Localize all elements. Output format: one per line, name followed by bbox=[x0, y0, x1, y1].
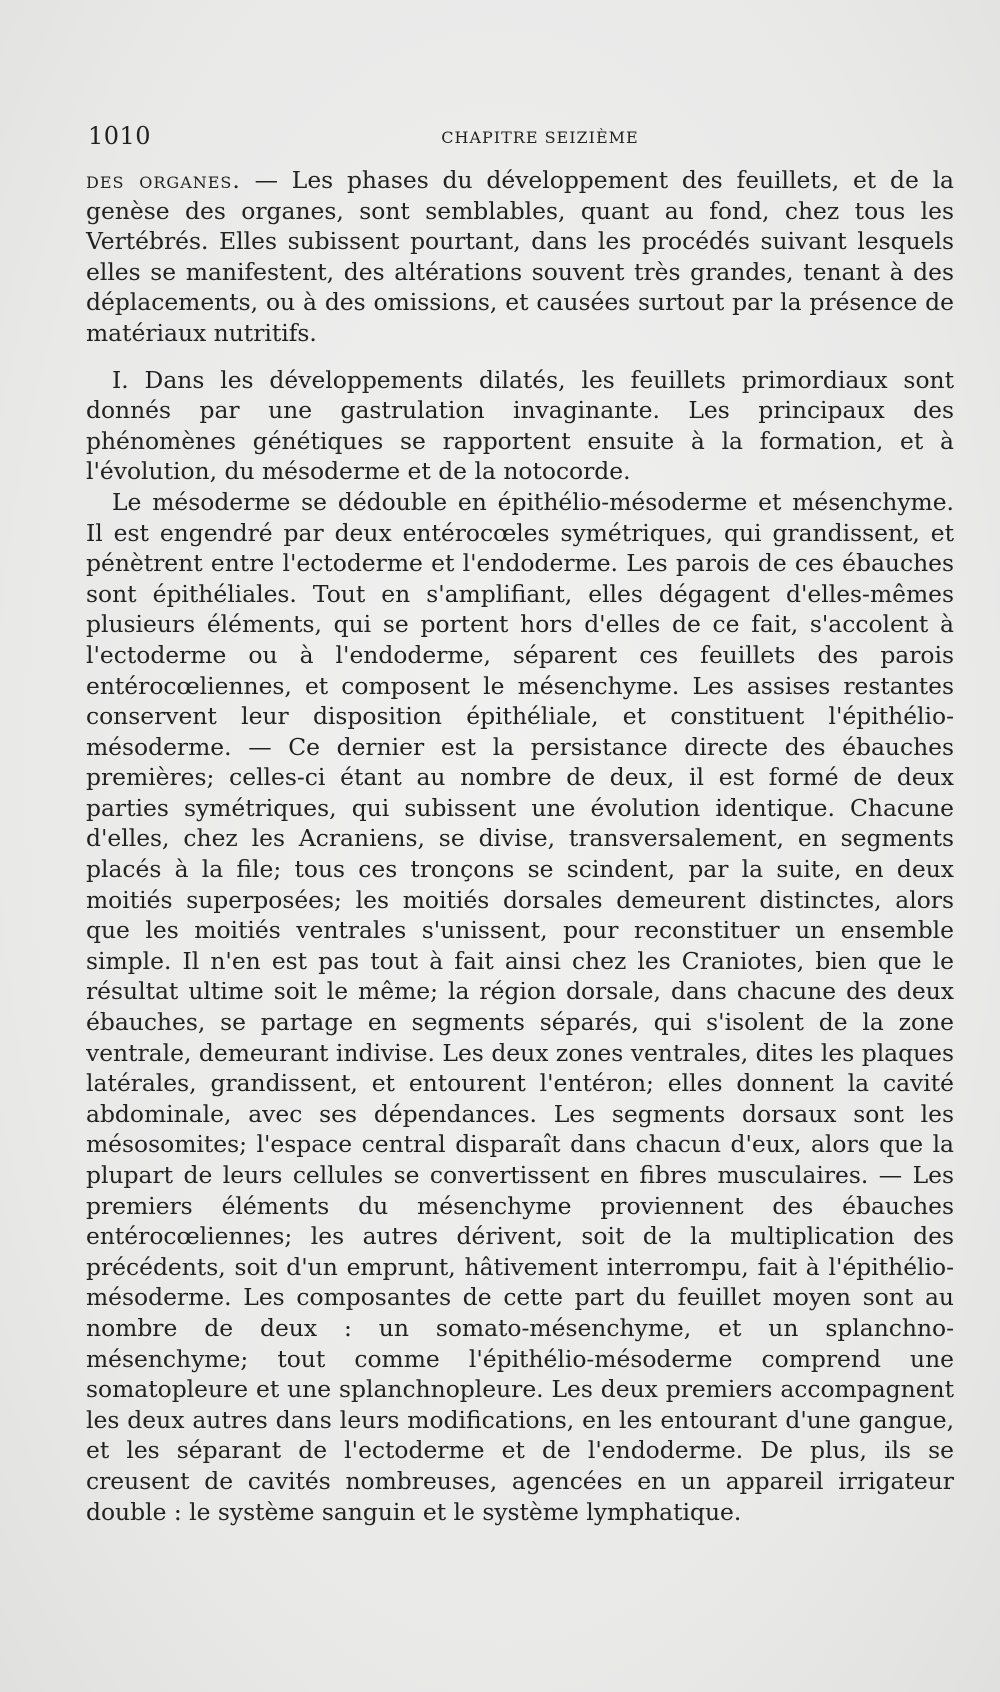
body-text bbox=[86, 165, 954, 1527]
page-header bbox=[88, 122, 952, 154]
paragraph-continued bbox=[86, 165, 954, 349]
paragraph-1-text: — Les phases du développement des feuillets, et de la genèse des organes, sont semblables, quant au fond, chez tous les Vertébrés. Elles subissent pourtant, dans les procédés suivant lesquels elles se manifestent, des altérations souvent très grandes, tenant à des déplacements, ou à des omissions, et causées surtout par la présence de matériaux nutritifs. bbox=[86, 166, 954, 347]
section-lead: des organes. bbox=[86, 166, 241, 194]
page-number: 1010 bbox=[88, 122, 152, 150]
paragraph-3: Le mésoderme se dédouble en épithélio-mésoderme et mésenchyme. Il est engendré par deux entérocœles symétriques, qui grandissent, et pénètrent entre l'ectoderme et l'endoderme. Les parois de ces ébauches sont épithéliales. Tout en s'amplifiant, elles dégagent d'elles-mêmes plusieurs éléments, qui se portent hors d'elles de ce fait, s'accolent à l'ectoderme ou à l'endoderme, séparent ces feuillets des parois entérocœliennes, et composent le mésenchyme. Les assises restantes conservent leur disposition épithéliale, et constituent l'épithélio-mésoderme. — Ce dernier est la persistance directe des ébauches premières; celles-ci étant au nombre de deux, il est formé de deux parties symétriques, qui subissent une évolution identique. Chacune d'elles, chez les Acraniens, se divise, transversalement, en segments placés à la file; tous ces tronçons se scindent, par la suite, en deux moitiés superposées; les moitiés dorsales demeurent distinctes, alors que les moitiés ventrales s'unissent, pour reconstituer un ensemble simple. Il n'en est pas tout à fait ainsi chez les Craniotes, bien que le résultat ultime soit le même; la région dorsale, dans chacune des deux ébauches, se partage en segments séparés, qui s'isolent de la zone ventrale, demeurant indivise. Les deux zones ventrales, dites les plaques latérales, grandissent, et entourent l'entéron; elles donnent la cavité abdominale, avec ses dépendances. Les segments dorsaux sont les mésosomites; l'espace central disparaît dans chacun d'eux, alors que la plupart de leurs cellules se convertissent en fibres musculaires. — Les premiers éléments du mésenchyme proviennent des ébauches entérocœliennes; les autres dérivent, soit de la multiplication des précédents, soit d'un emprunt, hâtivement interrompu, fait à l'épithélio-mésoderme. Les composantes de cette part du feuillet moyen sont au nombre de deux : un somato-mésenchyme, et un splanchno-mésenchyme; tout comme l'épithélio-mésoderme comprend une somatopleure et une splanchnopleure. Les deux premiers accompagnent les deux autres dans leurs modifications, en les entourant d'une gangue, et les séparant de l'ectoderme et de l'endoderme. De plus, ils se creusent de cavités nombreuses, agencées en un appareil irrigateur double : le système sanguin et le système lymphatique. bbox=[86, 487, 954, 1526]
running-head: CHAPITRE SEIZIÈME bbox=[441, 128, 639, 147]
paragraph-2: I. Dans les développements dilatés, les feuillets primordiaux sont donnés par une gastrulation invaginante. Les principaux des phénomènes génétiques se rapportent ensuite à la formation, et à l'évolution, du mésoderme et de la notocorde. bbox=[86, 365, 954, 486]
